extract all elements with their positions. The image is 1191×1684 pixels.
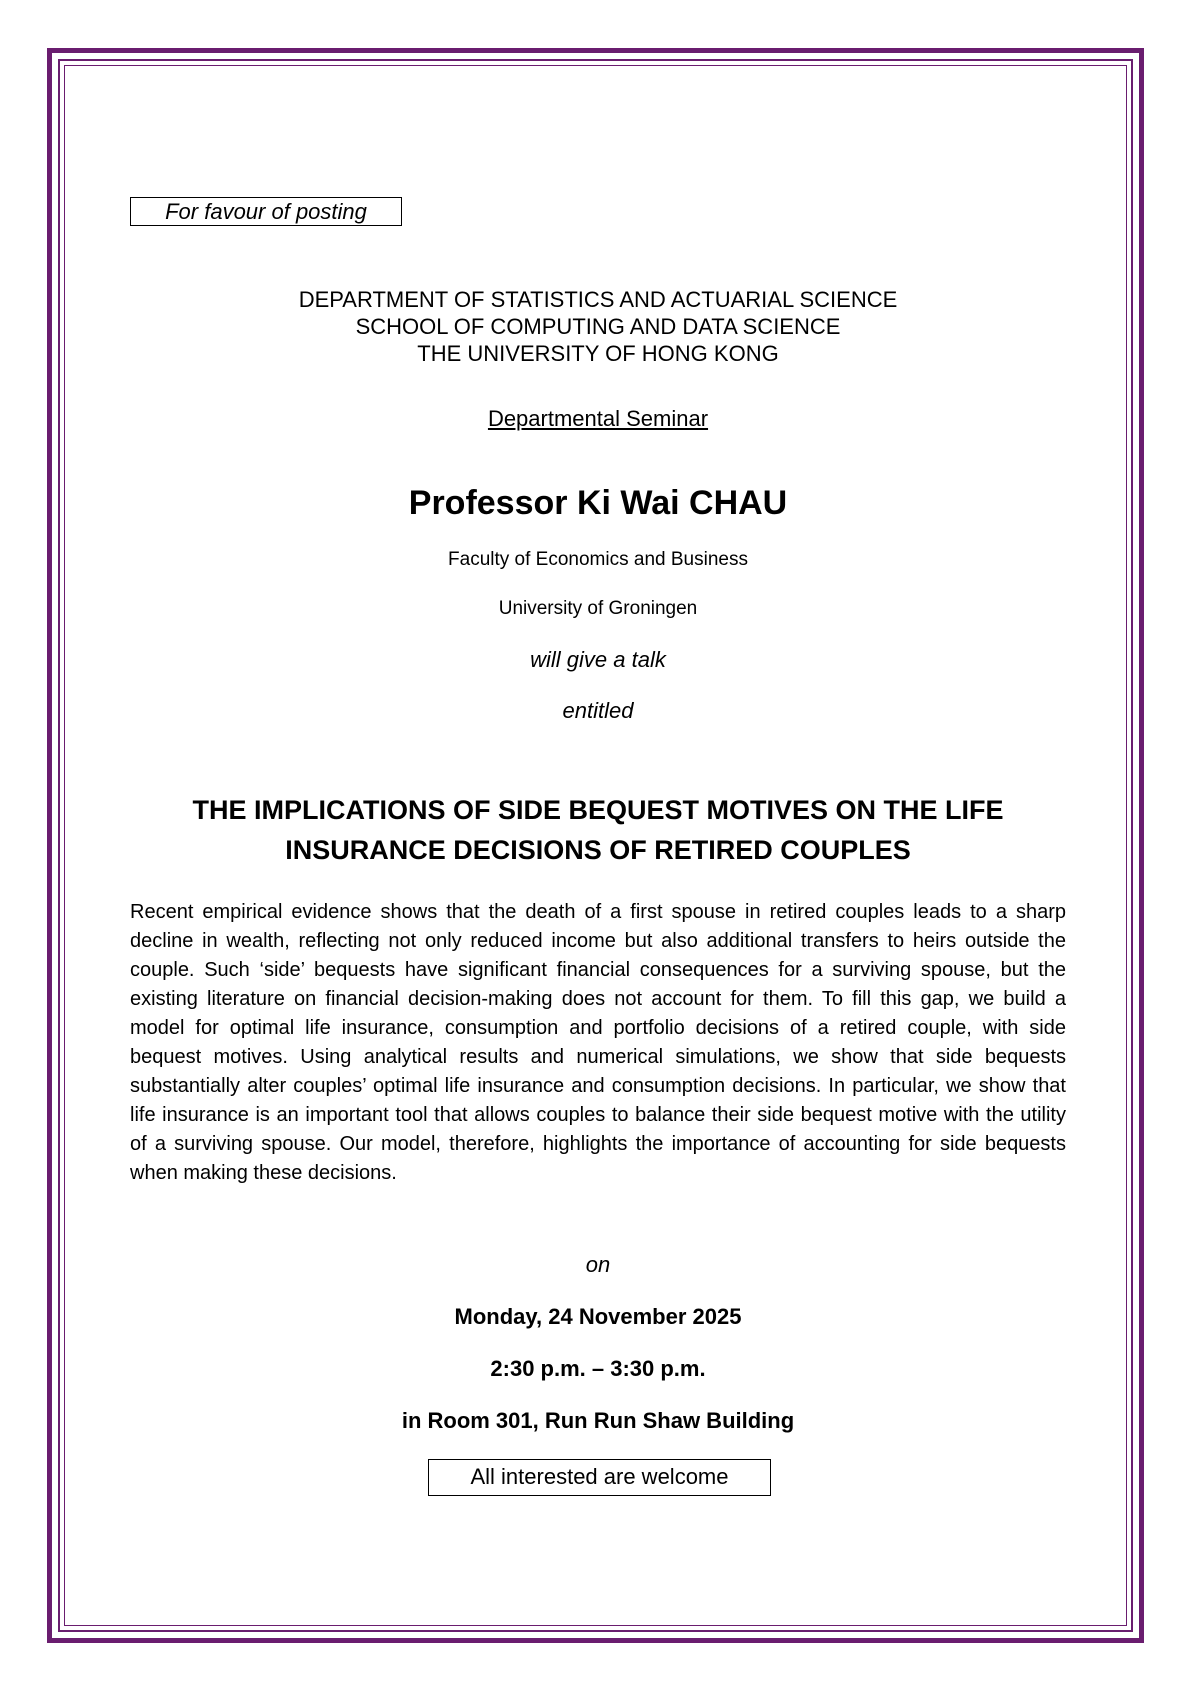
abstract-text: Recent empirical evidence shows that the death of a first spouse in retired couples leads to a sharp decline in wealth, reflecting not only reduced income but also additional transfers to heirs outside the couple. Such ‘side’ bequests have significant financial consequences for a surviving spouse, but the existing literature on financial decision-making does not account for them. To fill this gap, we build a model for optimal life insurance, consumption and portfolio decisions of a retired couple, with side bequest motives. Using analytical results and numerical simulations, we show that side bequests substantially alter couples’ optimal life insurance and consumption decisions. In particular, we show that life insurance is an important tool that allows couples to balance their side bequest motive with the utility of a surviving spouse. Our model, therefore, highlights the importance of accounting for side bequests when making these decisions.: [130, 901, 1066, 1184]
event-venue: in Room 301, Run Run Shaw Building: [401, 1408, 795, 1433]
department-line-2: SCHOOL OF COMPUTING AND DATA SCIENCE: [355, 314, 841, 339]
event-date: Monday, 24 November 2025: [454, 1304, 742, 1329]
seminar-type: Departmental Seminar: [487, 406, 709, 431]
talk-intro: will give a talk: [530, 647, 666, 672]
department-header: [130, 286, 1066, 367]
entitled-label: entitled: [562, 698, 634, 723]
speaker-faculty: Faculty of Economics and Business: [448, 549, 748, 570]
welcome-note: All interested are welcome: [428, 1459, 771, 1496]
event-time: 2:30 p.m. – 3:30 p.m.: [490, 1356, 706, 1381]
speaker-university: University of Groningen: [498, 598, 698, 619]
department-line-3: THE UNIVERSITY OF HONG KONG: [417, 341, 779, 366]
talk-title: THE IMPLICATIONS OF SIDE BEQUEST MOTIVES ON THE LIFE INSURANCE DECISIONS OF RETIRED COUPLES: [192, 795, 1004, 865]
on-label: on: [585, 1252, 611, 1277]
posting-note: For favour of posting: [130, 197, 402, 226]
department-line-1: DEPARTMENT OF STATISTICS AND ACTUARIAL SCIENCE: [298, 287, 898, 312]
speaker-name: Professor Ki Wai CHAU: [408, 484, 788, 522]
